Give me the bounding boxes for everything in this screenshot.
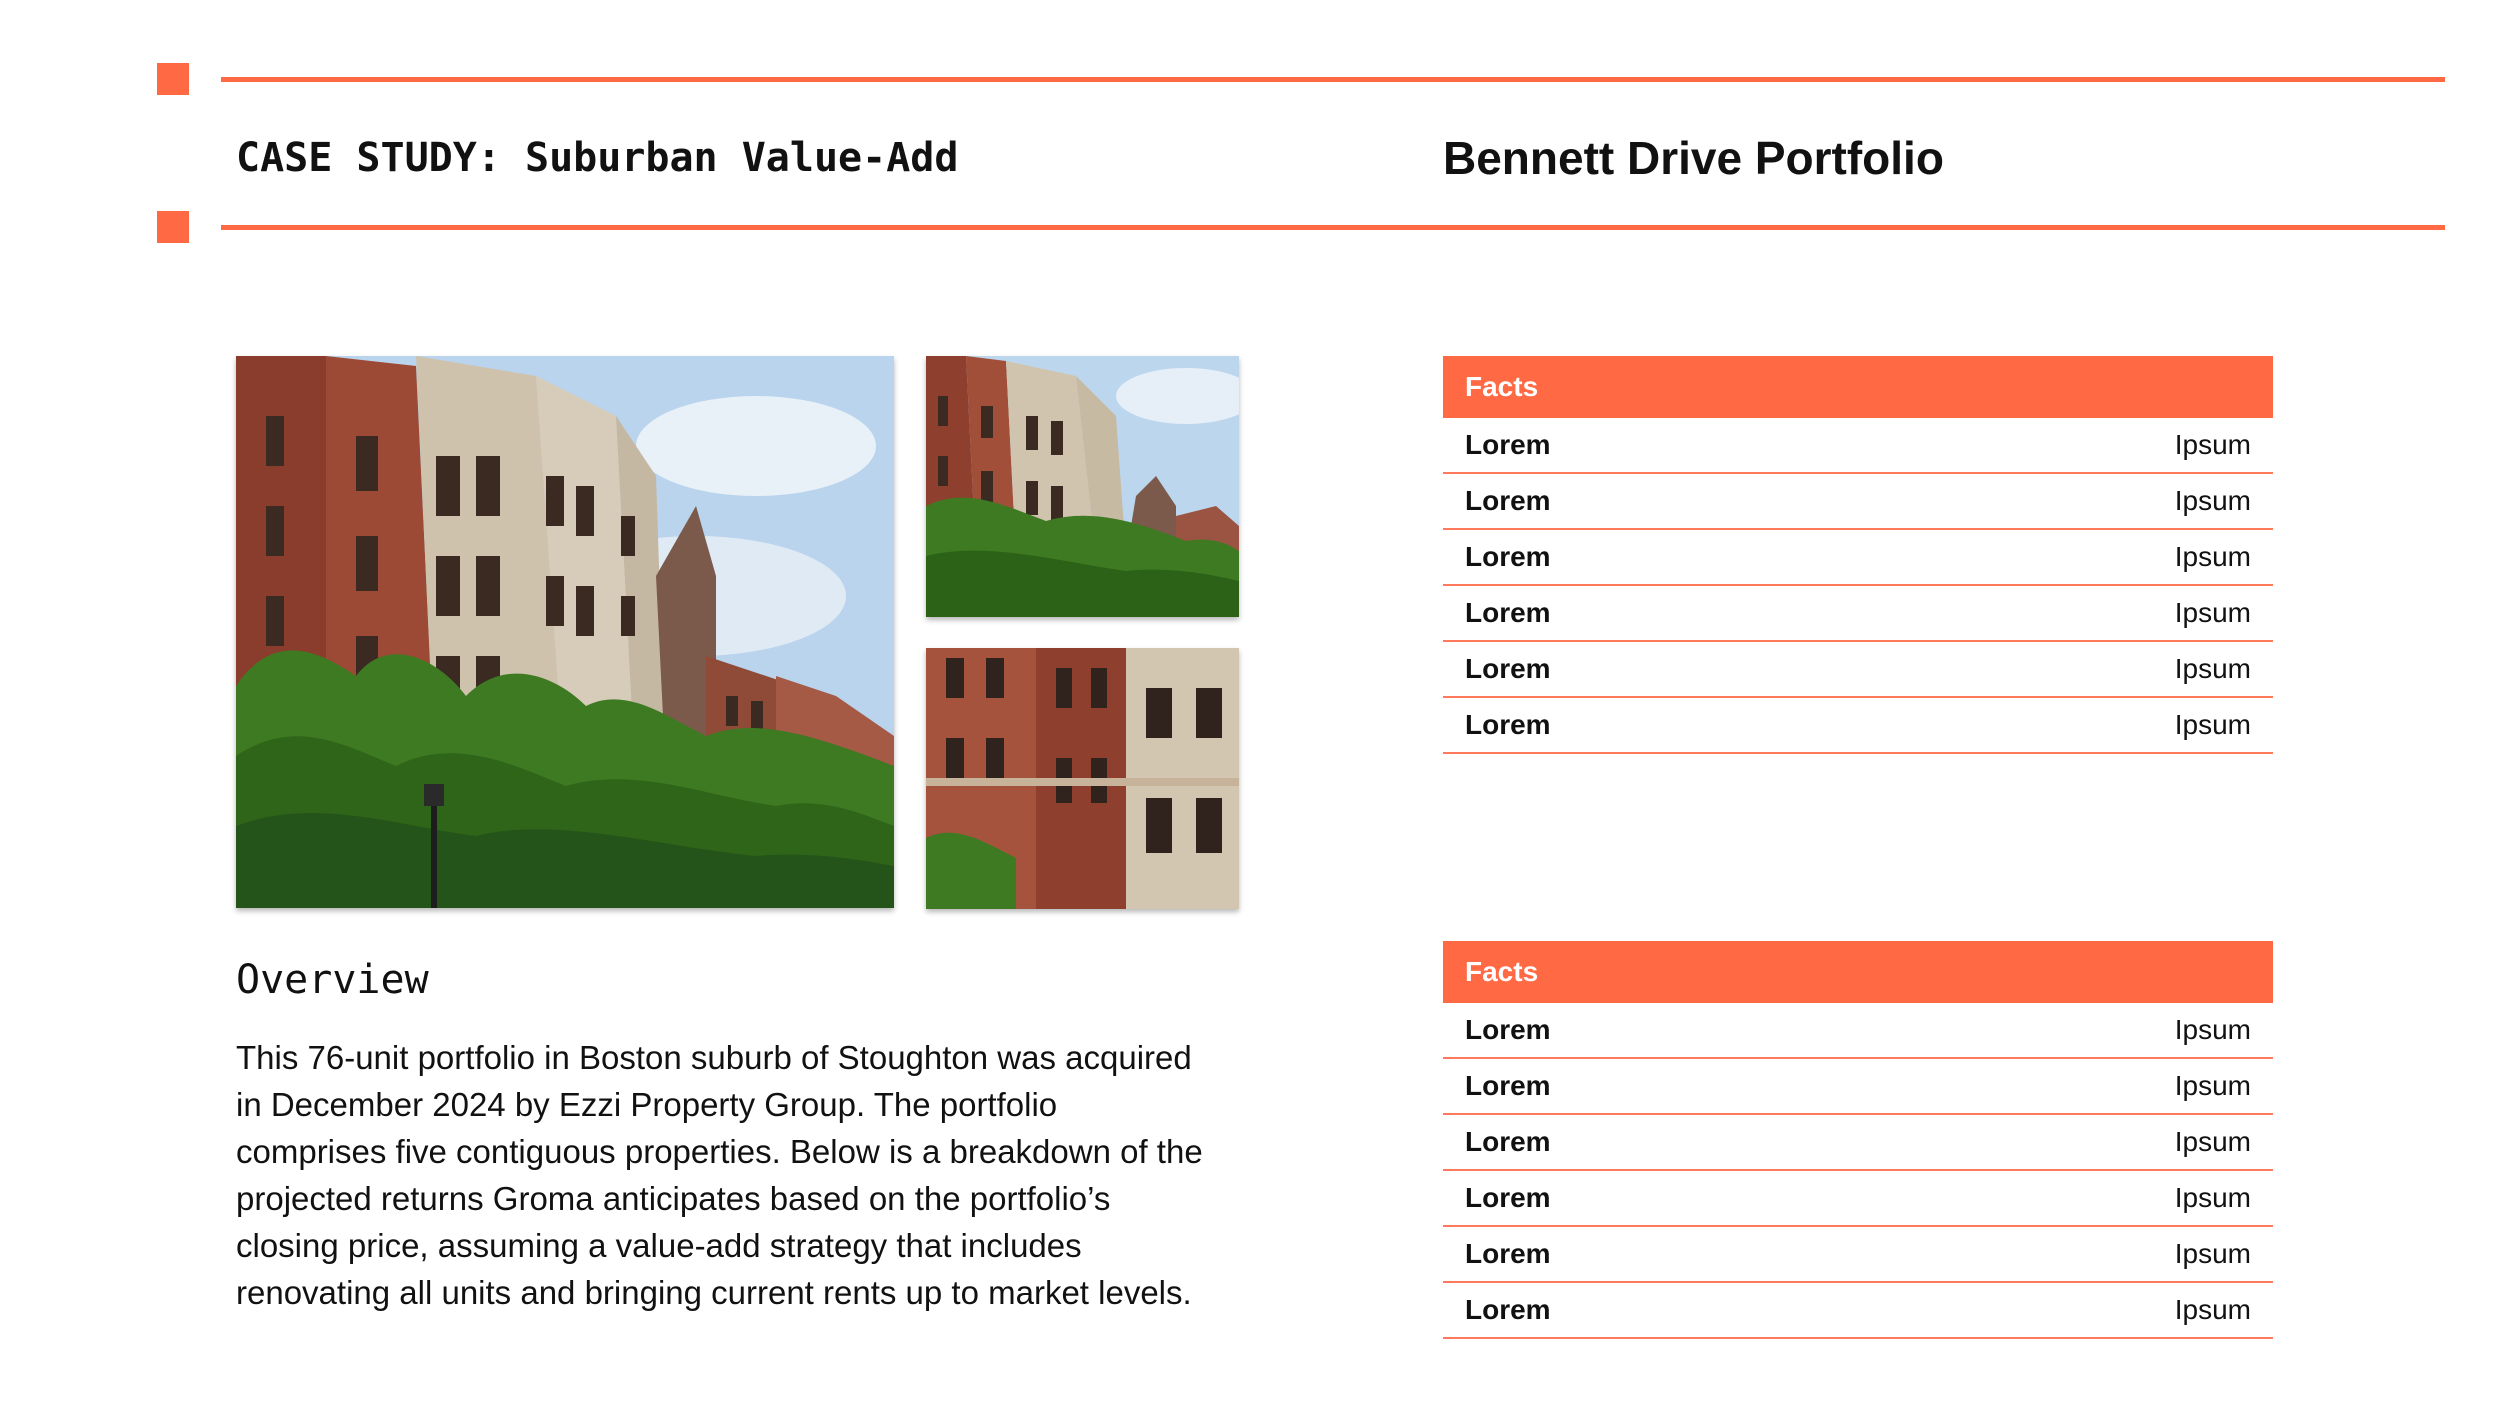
facts-label: Lorem	[1465, 1238, 1551, 1269]
facts-label: Lorem	[1465, 1014, 1551, 1045]
overview-line: This 76-unit portfolio in Boston suburb of Stoughton was acquired	[236, 1039, 1192, 1076]
facts-row	[1443, 642, 2273, 698]
facts-label: Lorem	[1465, 1182, 1551, 1213]
facts-label: Lorem	[1465, 1070, 1551, 1101]
facts-value: Ipsum	[2174, 485, 2251, 516]
accent-square-top	[157, 63, 189, 95]
facts-value: Ipsum	[2174, 597, 2251, 628]
facts-table-2	[1443, 941, 2273, 1339]
facts-row	[1443, 1115, 2273, 1171]
header-rule-bottom	[221, 225, 2445, 230]
facts-row	[1443, 1171, 2273, 1227]
facts-row	[1443, 418, 2273, 474]
facts-value: Ipsum	[2174, 1014, 2251, 1045]
facts-value: Ipsum	[2174, 653, 2251, 684]
facts-label: Lorem	[1465, 429, 1551, 460]
portfolio-title: Bennett Drive Portfolio	[1443, 132, 1944, 184]
facts-label: Lorem	[1465, 597, 1551, 628]
facts-header: Facts	[1443, 941, 2273, 1003]
facts-row	[1443, 1059, 2273, 1115]
facts-row	[1443, 586, 2273, 642]
facts-value: Ipsum	[2174, 1070, 2251, 1101]
facts-label: Lorem	[1465, 653, 1551, 684]
facts-table-1	[1443, 356, 2273, 754]
overview-line: closing price, assuming a value-add strategy that includes	[236, 1227, 1082, 1264]
facts-value: Ipsum	[2174, 1294, 2251, 1325]
facts-value: Ipsum	[2174, 1126, 2251, 1157]
facts-value: Ipsum	[2174, 429, 2251, 460]
facts-row	[1443, 1003, 2273, 1059]
facts-row	[1443, 474, 2273, 530]
facts-header: Facts	[1443, 356, 2273, 418]
facts-label: Lorem	[1465, 1126, 1551, 1157]
header-rule-top	[221, 77, 2445, 82]
overview-line: in December 2024 by Ezzi Property Group. The portfolio	[236, 1086, 1058, 1123]
overview-paragraph	[236, 1034, 1266, 1316]
case-study-title: CASE STUDY: Suburban Value-Add	[236, 135, 959, 181]
facts-row	[1443, 1227, 2273, 1283]
overview-line: renovating all units and bringing current rents up to market levels.	[236, 1274, 1192, 1311]
overview-line: comprises five contiguous properties. Below is a breakdown of the	[236, 1133, 1203, 1170]
facts-row	[1443, 1283, 2273, 1339]
facts-value: Ipsum	[2174, 709, 2251, 740]
overview-line: projected returns Groma anticipates based on the portfolio’s	[236, 1180, 1111, 1217]
accent-square-bottom	[157, 211, 189, 243]
facts-row	[1443, 530, 2273, 586]
brownstone-rooftops-photo	[926, 356, 1239, 617]
facts-label: Lorem	[1465, 485, 1551, 516]
overview-heading: Overview	[236, 957, 429, 1003]
facts-label: Lorem	[1465, 1294, 1551, 1325]
facts-value: Ipsum	[2174, 1182, 2251, 1213]
brownstone-facade-photo	[926, 648, 1239, 909]
facts-value: Ipsum	[2174, 1238, 2251, 1269]
facts-row	[1443, 698, 2273, 754]
facts-label: Lorem	[1465, 709, 1551, 740]
facts-value: Ipsum	[2174, 541, 2251, 572]
facts-label: Lorem	[1465, 541, 1551, 572]
brownstone-street-photo	[236, 356, 894, 908]
